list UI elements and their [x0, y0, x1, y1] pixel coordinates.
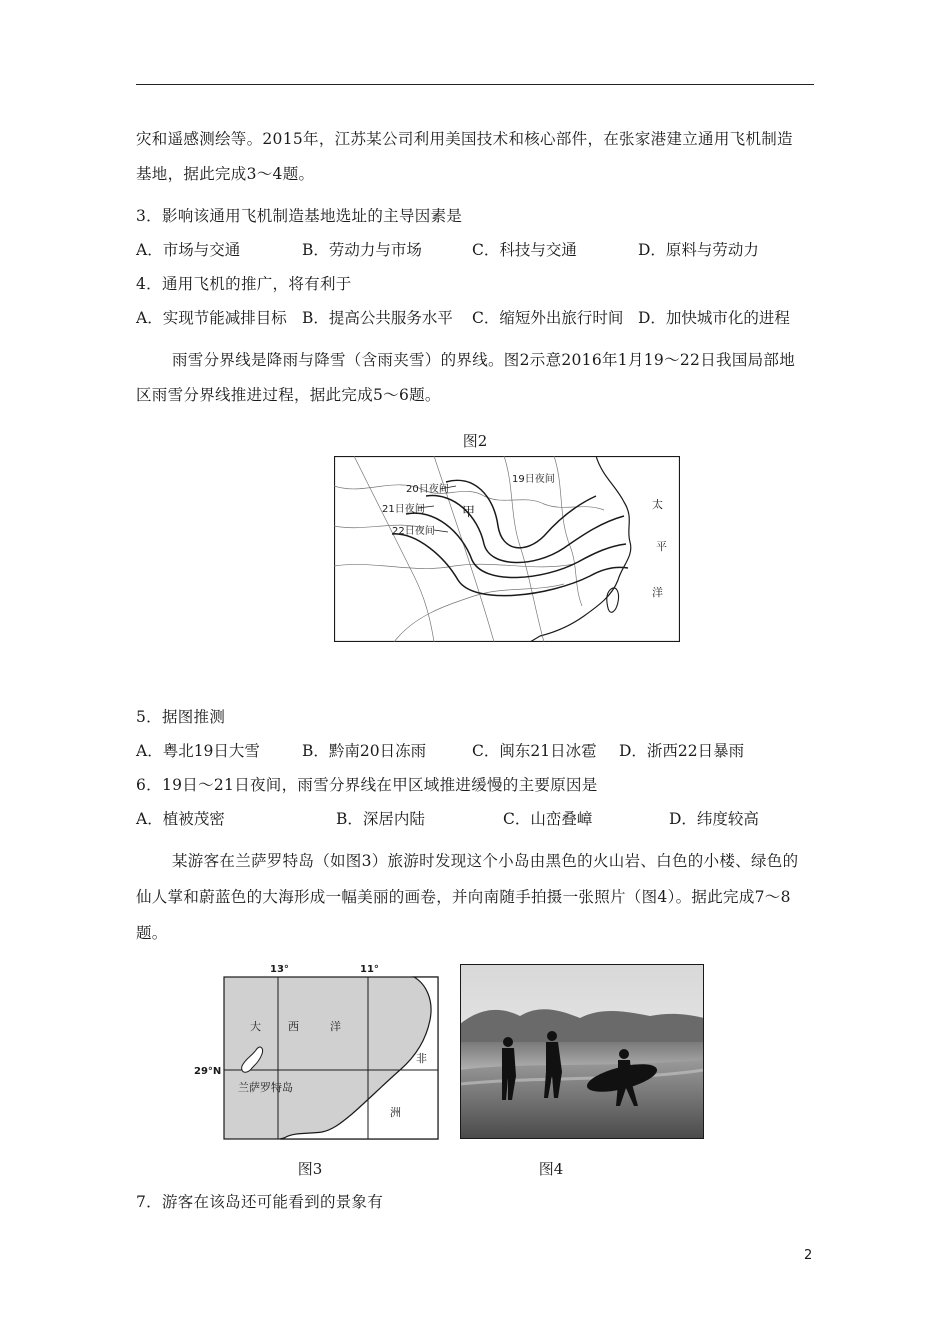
fig3-label-zhou: 洲 — [390, 1106, 401, 1119]
q6-stem: 6．19日～21日夜间，雨雪分界线在甲区域推进缓慢的主要原因是 — [136, 776, 598, 794]
fig4-photo — [460, 964, 704, 1139]
fig3-label-da: 大 — [250, 1020, 261, 1033]
q4-options — [136, 307, 814, 329]
fig4-caption: 图4 — [538, 1160, 564, 1178]
passage2-line-1: 雨雪分界线是降雨与降雪（含雨夹雪）的界线。图2示意2016年1月19～22日我国局部地 — [172, 351, 796, 369]
fig3-caption: 图3 — [297, 1160, 323, 1178]
q7-stem: 7．游客在该岛还可能看到的景象有 — [136, 1193, 384, 1211]
fig3-map — [190, 960, 440, 1142]
intro-line-1: 灾和遥感测绘等。2015年，江苏某公司利用美国技术和核心部件，在张家港建立通用飞机制造 — [136, 130, 793, 148]
q6-options — [136, 808, 814, 830]
q5-option-b: B．黔南20日冻雨 — [302, 742, 427, 760]
passage2-line-2: 区雨雪分界线推进过程，据此完成5～6题。 — [136, 386, 441, 404]
q3-stem: 3．影响该通用飞机制造基地选址的主导因素是 — [136, 207, 463, 225]
q4-stem: 4．通用飞机的推广，将有利于 — [136, 275, 352, 293]
header-rule — [136, 84, 814, 85]
fig2-label-d21: 21日夜间 — [382, 504, 425, 515]
fig3-label-lat29: 29°N — [194, 1066, 222, 1077]
fig4-beach — [460, 1060, 704, 1139]
q4-option-a: A．实现节能减排目标 — [136, 309, 287, 327]
q6-option-a: A．植被茂密 — [136, 810, 225, 828]
fig2-label-tai: 太 — [652, 498, 663, 511]
q4-option-b: B．提高公共服务水平 — [302, 309, 453, 327]
fig2-caption: 图2 — [462, 432, 488, 450]
fig2-frame — [335, 457, 680, 642]
fig2-label-jia: 甲 — [462, 505, 476, 520]
q5-option-c: C．闽东21日冰雹 — [472, 742, 597, 760]
q5-options — [136, 740, 814, 762]
fig3-label-yang: 洋 — [330, 1020, 341, 1033]
fig3-label-fei: 非 — [416, 1052, 427, 1065]
passage3-line-2: 仙人掌和蔚蓝色的大海形成一幅美丽的画卷，并向南随手拍摄一张照片（图4）。据此完成7～8 — [136, 888, 791, 906]
fig3-label-xi: 西 — [288, 1020, 299, 1033]
intro-line-2: 基地，据此完成3～4题。 — [136, 165, 315, 183]
q3-option-b: B．劳动力与市场 — [302, 241, 422, 259]
fig3-label-lon11: 11° — [360, 964, 379, 975]
q6-option-c: C．山峦叠嶂 — [503, 810, 593, 828]
page-number: 2 — [804, 1248, 813, 1263]
fig2-label-d19: 19日夜间 — [512, 474, 555, 485]
q3-options — [136, 239, 814, 261]
q3-option-a: A．市场与交通 — [136, 241, 241, 259]
fig2-label-d22: 22日夜间 — [392, 526, 435, 537]
fig3-label-island: 兰萨罗特岛 — [238, 1081, 293, 1094]
q5-option-a: A．粤北19日大雪 — [136, 742, 260, 760]
q5-option-d: D．浙西22日暴雨 — [619, 742, 745, 760]
passage3-line-3: 题。 — [136, 924, 168, 942]
fig3-label-lon13: 13° — [270, 964, 289, 975]
q6-option-d: D．纬度较高 — [669, 810, 759, 828]
fig2-map — [334, 456, 680, 642]
fig2-label-yang: 洋 — [652, 586, 663, 599]
q4-option-d: D．加快城市化的进程 — [638, 309, 790, 327]
q3-option-c: C．科技与交通 — [472, 241, 577, 259]
q3-option-d: D．原料与劳动力 — [638, 241, 759, 259]
fig2-label-ping: 平 — [656, 540, 667, 553]
q5-stem: 5．据图推测 — [136, 708, 226, 726]
q6-option-b: B．深居内陆 — [336, 810, 425, 828]
passage3-line-1: 某游客在兰萨罗特岛（如图3）旅游时发现这个小岛由黑色的火山岩、白色的小楼、绿色的 — [172, 852, 799, 870]
fig2-label-d20: 20日夜间 — [406, 484, 449, 495]
q4-option-c: C．缩短外出旅行时间 — [472, 309, 624, 327]
